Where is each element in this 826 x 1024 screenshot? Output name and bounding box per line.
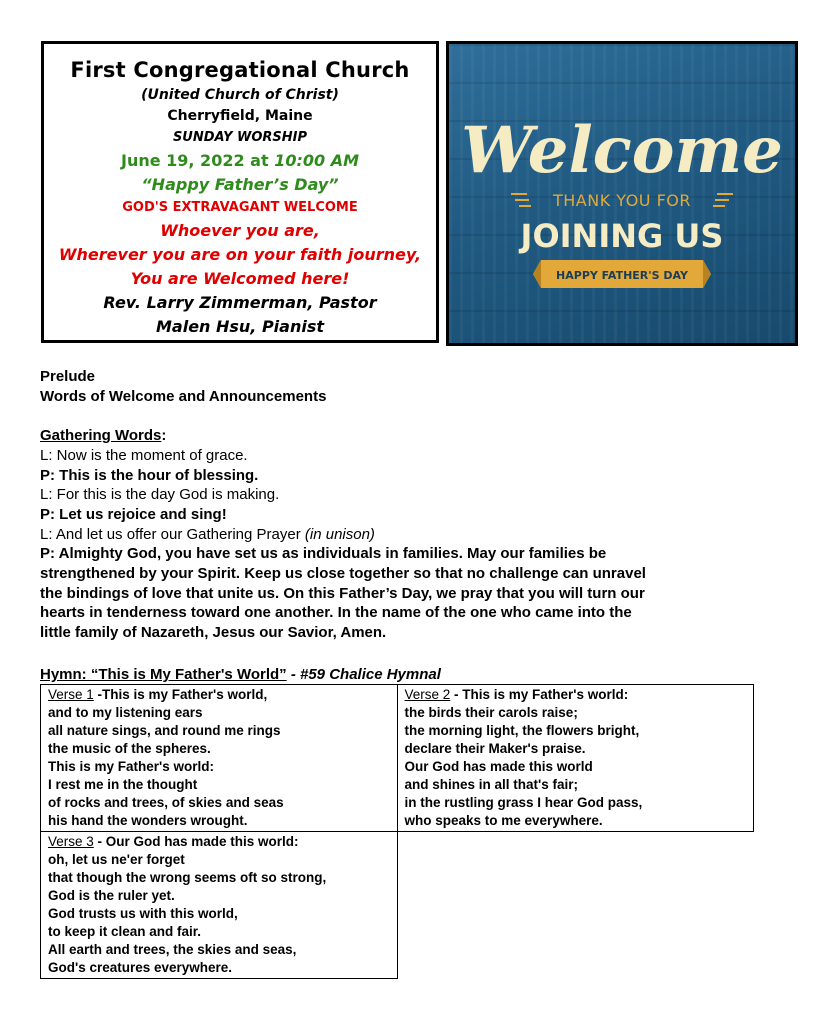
gathering-words-colon: : — [161, 427, 167, 445]
ribbon-text: HAPPY FATHER'S DAY — [556, 269, 688, 282]
church-location: Cherryfield, Maine — [167, 108, 313, 124]
verse-line: of rocks and trees, of skies and seas — [48, 795, 284, 810]
pianist-name: Malen Hsu, Pianist — [155, 317, 325, 336]
prayer-line: little family of Nazareth, Jesus our Savior, Amen. — [40, 624, 387, 642]
verse-label: Verse 1 — [48, 687, 94, 702]
hymn-title: Hymn: “This is My Father's World” — [40, 666, 287, 683]
prayer-intro-note: (in unison) — [304, 525, 375, 543]
verse-line: his hand the wonders wrought. — [48, 813, 248, 828]
empty-cell — [397, 832, 754, 979]
verse-line: and shines in all that's fair; — [404, 777, 578, 792]
service-name: SUNDAY WORSHIP — [172, 130, 308, 145]
verse-line: and to my listening ears — [48, 705, 203, 720]
verse-intro: - This is my Father's world: — [450, 687, 629, 702]
service-time: 10:00 AM — [274, 151, 359, 170]
verse-line: that though the wrong seems oft so strong, — [48, 870, 327, 885]
leader-line: L: For this is the day God is making. — [40, 486, 280, 504]
prayer-intro-line — [40, 525, 800, 545]
verse-cell — [41, 685, 398, 832]
hymn-verses-table — [40, 684, 754, 979]
gathering-words-label: Gathering Words — [40, 427, 162, 445]
welcome-line: Whoever you are, — [160, 221, 320, 240]
table-row — [41, 685, 754, 832]
joining-us-text: JOINING US — [520, 217, 724, 255]
hymn-source: - #59 Chalice Hymnal — [286, 666, 441, 683]
table-row — [41, 832, 754, 979]
prayer-intro: L: And let us offer our Gathering Prayer — [40, 525, 301, 543]
verse-line: the music of the spheres. — [48, 741, 211, 756]
people-line: P: Let us rejoice and sing! — [40, 505, 227, 523]
welcome-graphic — [449, 44, 795, 343]
prelude-heading: Prelude — [40, 368, 96, 385]
spacer — [40, 406, 800, 426]
prayer-line: the bindings of love that unite us. On this Father’s Day, we pray that you will turn our — [40, 584, 645, 602]
verse-line: All earth and trees, the skies and seas, — [48, 942, 297, 957]
church-name: First Congregational Church — [70, 58, 410, 82]
prayer-line: strengthened by your Spirit. Keep us close together so that no challenge can unravel — [40, 565, 646, 583]
hymn-heading — [40, 665, 441, 684]
pastor-name: Rev. Larry Zimmerman, Pastor — [103, 293, 377, 312]
service-date — [44, 148, 436, 173]
verse-line: oh, let us ne'er forget — [48, 852, 185, 867]
church-header-box — [41, 41, 439, 343]
verse-line: the birds their carols raise; — [404, 705, 578, 720]
welcome-title: GOD'S EXTRAVAGANT WELCOME — [122, 200, 358, 215]
verse-line: God's creatures everywhere. — [48, 960, 233, 975]
verse-line: Our God has made this world — [404, 759, 593, 774]
verse-intro: - Our God has made this world: — [93, 834, 299, 849]
verse-line: declare their Maker's praise. — [404, 741, 586, 756]
people-line: P: This is the hour of blessing. — [40, 466, 259, 484]
verse-label: Verse 2 — [404, 687, 451, 702]
verse-line: all nature sings, and round me rings — [48, 723, 281, 738]
welcome-line: Wherever you are on your faith journey, — [58, 245, 422, 264]
verse-cell — [397, 685, 754, 832]
verse-line: God is the ruler yet. — [48, 888, 175, 903]
verse-label: Verse 3 — [48, 834, 94, 849]
decorative-dashes-left — [511, 194, 531, 206]
verse-line: I rest me in the thought — [48, 777, 198, 792]
leader-line: L: Now is the moment of grace. — [40, 446, 248, 464]
prayer-line: hearts in tenderness toward one another. In the name of the one who came into the — [40, 604, 632, 622]
denomination: (United Church of Christ) — [141, 87, 339, 103]
welcome-banner-image — [446, 41, 798, 346]
verse-line: the morning light, the flowers bright, — [404, 723, 640, 738]
service-date-text: June 19, 2022 at — [120, 151, 269, 170]
welcome-heading: Words of Welcome and Announcements — [40, 387, 327, 405]
verse-line: This is my Father's world: — [48, 759, 214, 774]
gathering-words-heading — [40, 426, 800, 446]
verse-cell — [41, 832, 398, 979]
occasion: “Happy Father’s Day” — [141, 175, 339, 194]
verse-line: who speaks to me everywhere. — [404, 813, 603, 828]
verse-line: God trusts us with this world, — [48, 906, 238, 921]
order-of-worship — [40, 367, 800, 643]
verse-intro: -This is my Father's world, — [93, 687, 268, 702]
welcome-script-text: Welcome — [461, 113, 783, 188]
verse-line: to keep it clean and fair. — [48, 924, 202, 939]
thank-you-text: THANK YOU FOR — [553, 191, 691, 210]
welcome-line: You are Welcomed here! — [130, 269, 350, 288]
prayer-line: P: Almighty God, you have set us as individuals in families. May our families be — [40, 545, 607, 563]
decorative-dashes-right — [713, 194, 733, 206]
verse-line: in the rustling grass I hear God pass, — [404, 795, 643, 810]
